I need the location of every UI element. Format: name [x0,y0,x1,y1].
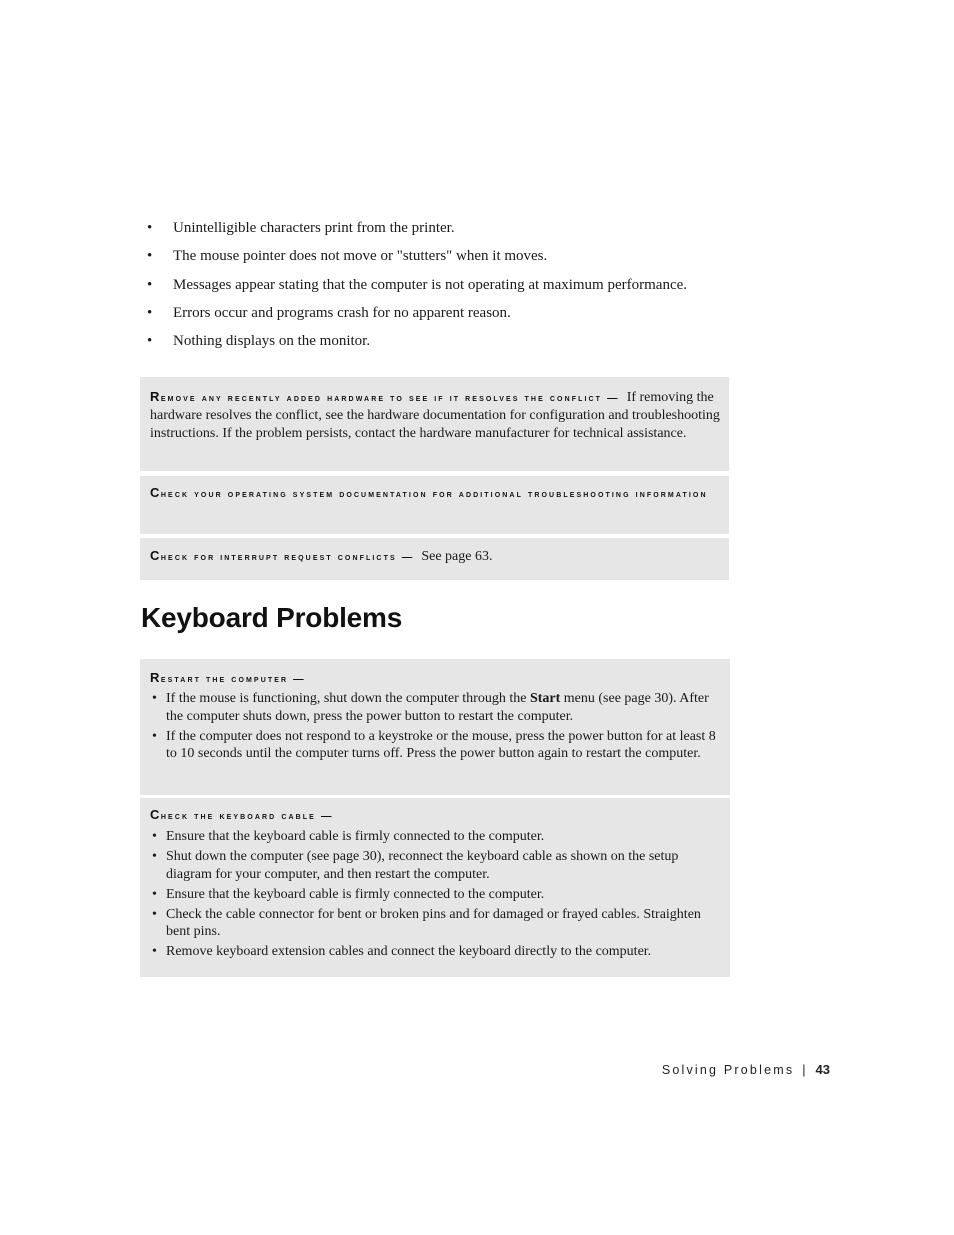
tip-box-os-documentation [140,476,729,534]
tip-paragraph [150,388,722,442]
bullet-icon: • [152,906,157,922]
list-item-text: The mouse pointer does not move or "stutters" when it moves. [173,248,548,265]
tip-heading: Remove any recently added hardware to see if it resolves the conflict — [150,389,620,404]
tip-heading: Check the keyboard cable — [150,807,334,822]
bullet-icon: • [152,691,157,706]
list-item [147,303,747,323]
tip-heading: Restart the computer — [150,670,306,685]
bullet-icon: • [152,849,157,864]
bullet-icon: • [147,276,153,293]
footer-separator: | [802,1063,806,1077]
tip-box-irq-conflicts [140,538,729,580]
bullet-icon: • [152,944,157,959]
footer-section-name: Solving Problems [661,1063,795,1077]
list-item: • Check the cable connector for bent or broken pins and for damaged or frayed cables. Straighten bent pins. [152,906,701,939]
tip-box-restart-computer [140,659,730,795]
bullet-icon: • [147,248,153,265]
tip-heading: Check your operating system documentation for additional troubleshooting information [150,485,708,500]
bullet-icon: • [152,728,157,744]
tip-paragraph [150,547,722,566]
list-item-text: Unintelligible characters print from the printer. [173,220,455,236]
page-footer [600,1061,830,1079]
section-title: Keyboard Problems [141,602,403,633]
tip-text: See page 63. [421,549,493,564]
symptom-list [147,218,747,359]
list-item: • If the mouse is functioning, shut down the computer through the Start menu (see page 30). After the computer shuts down, press the power button to restart the computer. [152,691,709,724]
page-number: 43 [815,1062,830,1077]
bullet-icon: • [152,829,157,844]
tip-text: If removing the hardware resolves the conflict, see the hardware documentation for configuration and troubleshooting instructions. If the problem persists, contact the hardware manufacturer for technical assistance. [150,390,720,441]
tip-box-remove-hardware [140,377,729,471]
list-item [147,218,747,238]
list-item-text: Errors occur and programs crash for no apparent reason. [173,304,511,321]
menu-name: Start [529,691,561,706]
bullet-icon: • [152,886,157,902]
bullet-icon: • [147,304,153,321]
list-item: • Ensure that the keyboard cable is firmly connected to the computer. [152,829,545,844]
list-item [147,246,747,266]
tip-paragraph [150,484,722,503]
list-item-text: Messages appear stating that the computer is not operating at maximum performance. [173,276,688,293]
tip-list [152,828,718,963]
list-item [147,275,747,295]
bullet-icon: • [147,333,153,350]
list-item: • Remove keyboard extension cables and connect the keyboard directly to the computer. [152,944,652,959]
list-item: • If the computer does not respond to a keystroke or the mouse, press the power button for at least 8 to 10 seconds until the computer turns off. Press the power button again to restart the computer. [152,728,716,761]
list-item-text: Nothing displays on the monitor. [173,333,371,350]
list-item: • Ensure that the keyboard cable is firmly connected to the computer. [152,886,545,902]
bullet-icon: • [147,220,153,236]
tip-box-keyboard-cable [140,798,730,977]
list-item: • Shut down the computer (see page 30), reconnect the keyboard cable as shown on the setup diagram for your computer, and then restart the computer. [152,849,679,882]
tip-heading: Check for interrupt request conflicts — [150,548,415,563]
list-item [147,331,747,351]
tip-list [152,690,718,765]
